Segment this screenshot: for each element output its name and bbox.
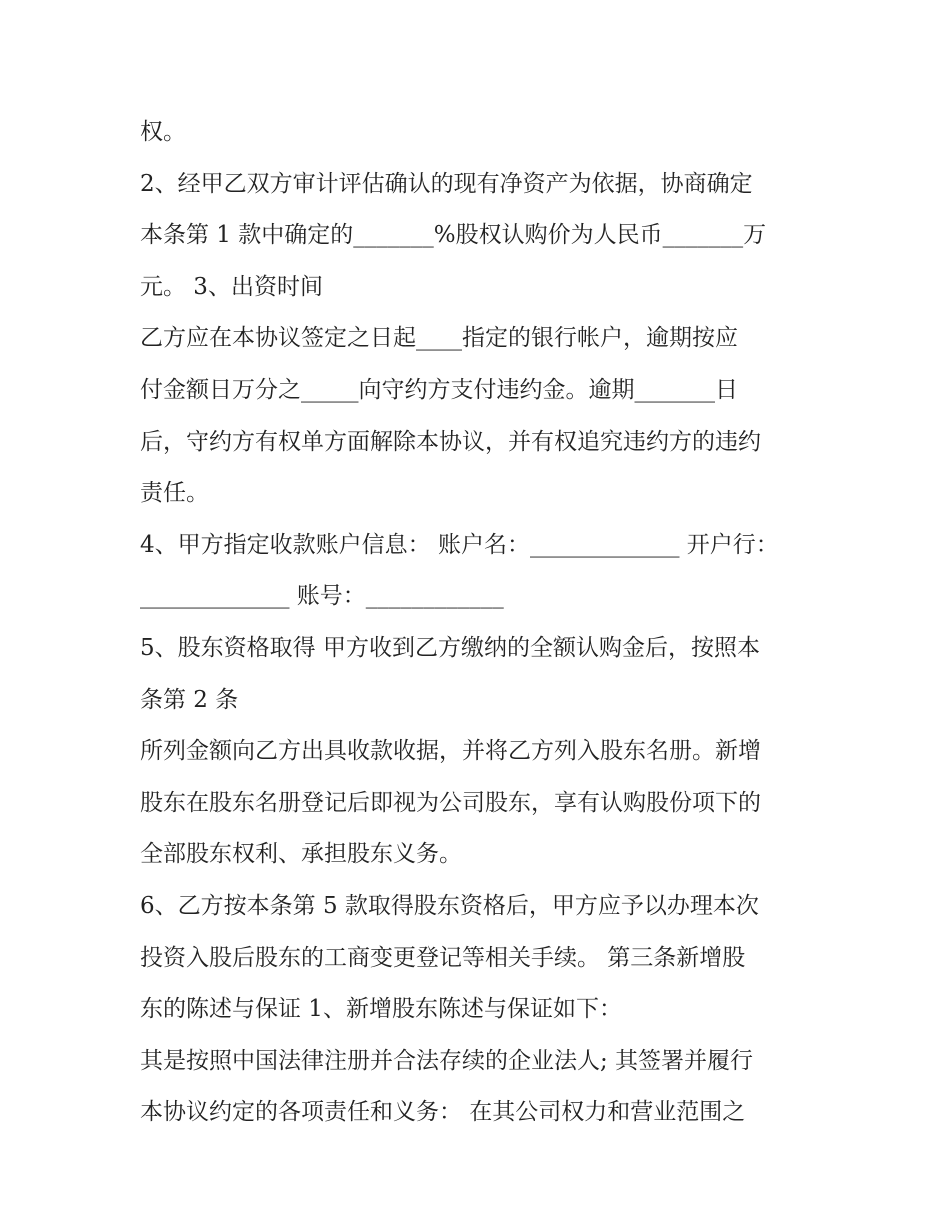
text-line-20: 本协议约定的各项责任和义务： 在其公司权力和营业范围之	[140, 1099, 746, 1126]
text-line-19: 其是按照中国法律注册并合法存续的企业法人; 其签署并履行	[140, 1047, 754, 1074]
text-line-1: 权。	[140, 119, 186, 145]
text-line-11: 5、股东资格取得 甲方收到乙方缴纳的全额认购金后，按照本	[140, 634, 760, 661]
text-line-12: 条第 2 条	[140, 686, 239, 713]
text-line-14: 股东在股东名册登记后即视为公司股东，享有认购股份项下的	[140, 789, 761, 816]
text-line-8: 责任。	[140, 480, 209, 507]
text-line-13: 所列金额向乙方出具收款收据，并将乙方列入股东名册。新增	[140, 738, 761, 765]
text-line-7: 后，守约方有权单方面解除本协议，并有权追究违约方的违约	[140, 428, 761, 455]
text-line-18: 东的陈述与保证 1、新增股东陈述与保证如下：	[140, 996, 622, 1023]
text-line-15: 全部股东权利、承担股东义务。	[140, 841, 462, 868]
text-line-3: 本条第 1 款中确定的_______%股权认购价为人民币_______万	[140, 222, 767, 249]
document-body	[140, 107, 830, 1139]
text-line-10: _____________ 账号：____________	[140, 583, 504, 610]
text-line-17: 投资入股后股东的工商变更登记等相关手续。 第三条新增股	[140, 944, 746, 971]
text-line-4: 元。 3、出资时间	[140, 273, 323, 300]
text-line-16: 6、乙方按本条第 5 款取得股东资格后，甲方应予以办理本次	[140, 892, 759, 919]
text-line-5: 乙方应在本协议签定之日起____指定的银行帐户，逾期按应	[140, 325, 738, 352]
text-line-9: 4、甲方指定收款账户信息： 账户名：_____________ 开户行：	[140, 531, 779, 558]
text-line-6: 付金额日万分之_____向守约方支付违约金。逾期_______日	[140, 376, 738, 403]
text-line-2: 2、经甲乙双方审计评估确认的现有净资产为依据，协商确定	[140, 170, 753, 197]
